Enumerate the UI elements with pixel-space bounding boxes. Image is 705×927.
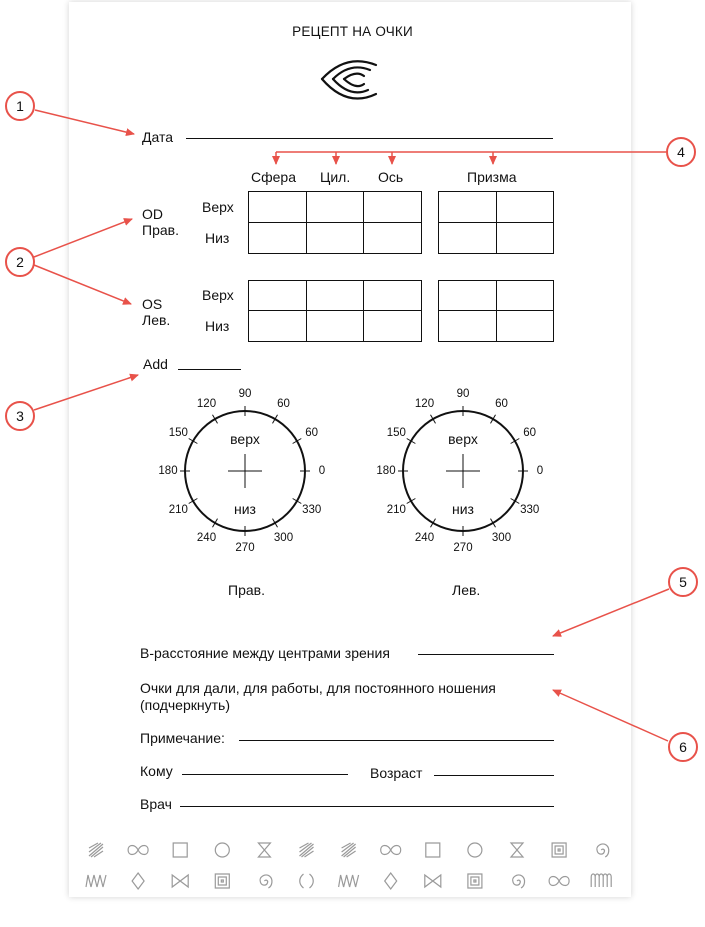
pd-field-line[interactable] [418,654,554,655]
column-cyl: Цил. [320,169,351,185]
to-label: Кому [140,763,173,779]
os-lens-table [248,280,422,342]
right-tick-label: 240 [196,531,217,544]
callout-1: 1 [5,91,35,121]
pd-label: В-расстояние между центрами зрения [140,645,390,661]
os-axis-bottom-cell[interactable] [364,311,422,342]
os-label-line2: Лев. [142,312,171,328]
right-inner-top-label: верх [230,431,260,447]
right-tick-label: 300 [273,531,294,544]
left-tick-label: 0 [536,465,544,477]
left-inner-bottom-label: низ [452,501,474,517]
callout-2: 2 [5,247,35,277]
od-label-line2: Прав. [142,222,179,238]
od-prism-bottom-cell-1[interactable] [439,223,497,254]
left-tick-label: 270 [453,542,473,554]
od-label [142,206,179,238]
doctor-label: Врач [140,796,172,812]
right-tick-label: 180 [158,465,178,477]
left-tick-label: 90 [456,388,470,400]
form-title: РЕЦЕПТ НА ОЧКИ [292,24,413,39]
os-prism-bottom-cell-1[interactable] [439,311,497,342]
add-field-line[interactable] [178,369,241,370]
right-inner-bottom-label: низ [234,501,256,517]
os-label [142,296,170,328]
od-row-top-label: Верх [202,199,234,215]
os-prism-bottom-cell-2[interactable] [497,311,554,342]
od-cyl-bottom-cell[interactable] [307,223,364,254]
od-prism-top-cell-1[interactable] [439,192,497,223]
os-cyl-top-cell[interactable] [307,281,364,311]
left-tick-label: 60 [523,426,537,439]
column-axis: Ось [378,169,404,185]
use-options-hint: (подчеркнуть) [140,697,230,713]
to-field-line[interactable] [182,774,348,775]
left-dial-caption: Лев. [452,582,481,598]
use-options-text[interactable]: Очки для дали, для работы, для постоянного ношения [140,680,496,696]
right-dial-caption: Прав. [228,582,265,598]
age-field-line[interactable] [434,775,554,776]
os-sphere-top-cell[interactable] [249,281,307,311]
left-inner-top-label: верх [448,431,478,447]
od-axis-bottom-cell[interactable] [364,223,422,254]
left-tick-label: 180 [376,465,396,477]
right-tick-label: 60 [277,398,290,411]
right-tick-label: 0 [318,465,326,477]
os-axis-top-cell[interactable] [364,281,422,311]
od-cyl-top-cell[interactable] [307,192,364,223]
od-axis-top-cell[interactable] [364,192,422,223]
callout-4: 4 [666,137,696,167]
right-tick-label: 150 [168,426,188,439]
add-label: Add [143,356,168,372]
callout-5: 5 [668,567,698,597]
os-prism-table [438,280,554,342]
left-tick-label: 210 [386,503,406,516]
os-row-top-label: Верх [202,287,234,303]
right-tick-label: 210 [168,503,188,516]
doctor-field-line[interactable] [180,806,554,807]
os-row-bottom-label: Низ [205,318,230,334]
od-sphere-bottom-cell[interactable] [249,223,307,254]
column-sphere: Сфера [251,169,296,185]
callout-6: 6 [668,732,698,762]
column-prism: Призма [467,169,517,185]
right-tick-label: 90 [238,388,252,400]
od-row-bottom-label: Низ [205,230,230,246]
left-tick-label: 240 [414,531,435,544]
od-lens-table [248,191,422,254]
note-label: Примечание: [140,730,225,746]
age-label: Возраст [370,765,423,781]
date-field-line[interactable] [186,138,553,139]
note-field-line[interactable] [239,740,554,741]
os-prism-top-cell-2[interactable] [497,281,554,311]
od-prism-top-cell-2[interactable] [497,192,554,223]
left-tick-label: 120 [414,398,435,411]
date-label: Дата [142,129,174,145]
right-tick-label: 270 [235,542,255,554]
right-tick-label: 330 [302,503,322,516]
right-tick-label: 60 [305,426,319,439]
right-tick-label: 120 [196,398,217,411]
os-label-line1: OS [142,296,163,312]
left-tick-label: 60 [495,398,508,411]
od-prism-table [438,191,554,254]
od-label-line1: OD [142,206,163,222]
od-prism-bottom-cell-2[interactable] [497,223,554,254]
os-prism-top-cell-1[interactable] [439,281,497,311]
left-tick-label: 330 [520,503,540,516]
os-sphere-bottom-cell[interactable] [249,311,307,342]
od-sphere-top-cell[interactable] [249,192,307,223]
callout-3: 3 [5,401,35,431]
os-cyl-bottom-cell[interactable] [307,311,364,342]
left-tick-label: 300 [491,531,512,544]
left-tick-label: 150 [386,426,406,439]
